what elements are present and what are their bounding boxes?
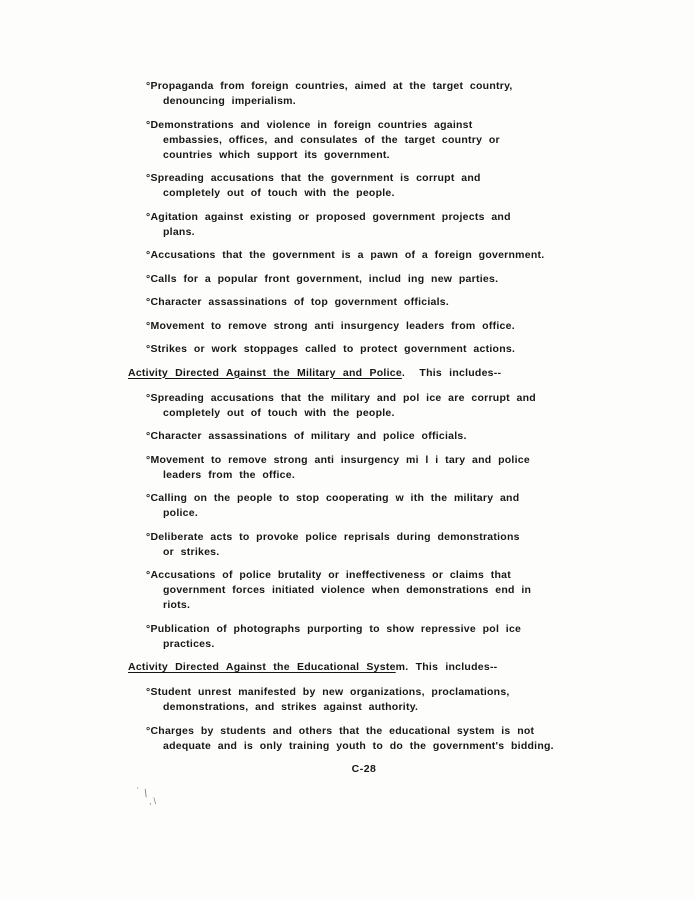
bullet-item [146, 530, 582, 560]
bullet-item [146, 79, 582, 109]
bullet-line: °Charges by students and others that the educational system is not [146, 724, 535, 737]
bullet-line: or strikes. [163, 545, 220, 558]
bullet-line: °Strikes or work stoppages called to protect government actions. [146, 343, 516, 355]
bullet-line: °Spreading accusations that the government is corrupt and [146, 172, 481, 184]
bullet-item [146, 118, 582, 163]
bullet-line: practices. [163, 637, 215, 650]
bullet-item [146, 568, 582, 613]
bullet-item [146, 319, 582, 334]
heading-underlined-text: Activity Directed Against the Educational Syste [128, 661, 396, 673]
bullet-line: °Deliberate acts to provoke police reprisals during demonstrations [146, 530, 520, 543]
bullet-line: leaders from the office. [163, 468, 296, 481]
heading-underlined-text: Activity Directed Against the Military and Police [128, 366, 402, 379]
bullet-item [146, 491, 582, 521]
heading-trailing-text: m. This includes-- [395, 661, 498, 673]
bullet-line: demonstrations, and strikes against authority. [163, 701, 419, 713]
bullet-item [146, 453, 582, 483]
handwritten-mark [134, 784, 174, 812]
bullet-line: °Publication of photographs purporting to show repressive pol ice [146, 622, 522, 635]
bullet-item [146, 685, 582, 715]
bullet-line: adequate and is only training youth to do the government's bidding. [163, 739, 554, 752]
bullet-line: plans. [163, 225, 195, 238]
bullet-line: completely out of touch with the people. [163, 406, 395, 419]
bullet-item [146, 429, 582, 444]
bullet-line: °Demonstrations and violence in foreign countries against [146, 118, 473, 131]
page-number: C-28 [351, 763, 377, 775]
bullet-item [146, 295, 582, 310]
bullet-item [146, 724, 582, 754]
bullet-line: °Agitation against existing or proposed government projects and [146, 210, 511, 223]
bullet-line: °Character assassinations of top government officials. [146, 296, 450, 308]
bullet-line: embassies, offices, and consulates of the target country or [163, 133, 500, 146]
bullet-line: °Student unrest manifested by new organizations, proclamations, [146, 686, 510, 698]
section-heading-educational-system [128, 660, 582, 675]
handwritten-mark-stroke: \ [143, 787, 148, 801]
bullet-line: °Character assassinations of military and police officials. [146, 430, 467, 442]
bullet-line: °Calling on the people to stop cooperating w ith the military and [146, 492, 520, 504]
bullet-line: countries which support its government. [163, 148, 390, 161]
section-heading-military-police [128, 366, 582, 381]
bullet-line: °Accusations that the government is a pawn of a foreign government. [146, 249, 545, 261]
bullet-line: government forces initiated violence when demonstrations end in [163, 584, 532, 596]
bullet-line: completely out of touch with the people. [163, 187, 395, 199]
bullet-line: °Movement to remove strong anti insurgency leaders from office. [146, 319, 515, 332]
heading-trailing-text: . This includes-- [401, 366, 502, 379]
bullet-line: °Propaganda from foreign countries, aimed at the target country, [146, 80, 513, 92]
bullet-item [146, 272, 582, 287]
bullet-line: riots. [163, 599, 191, 611]
bullet-item [146, 210, 582, 240]
bullet-item [146, 622, 582, 652]
bullet-item [146, 248, 582, 263]
document-body [128, 79, 582, 777]
bullet-item [146, 342, 582, 357]
bullet-line: °Calls for a popular front government, includ ing new parties. [146, 272, 499, 285]
bullet-line: denouncing imperialism. [163, 95, 296, 107]
bullet-line: police. [163, 507, 199, 519]
handwritten-mark-stroke: ' [137, 786, 139, 795]
bullet-line: °Accusations of police brutality or ineffectiveness or claims that [146, 569, 511, 581]
bullet-item [146, 391, 582, 421]
handwritten-mark-stroke: ,\ [149, 796, 159, 806]
bullet-item [146, 171, 582, 201]
bullet-line: °Movement to remove strong anti insurgency mi l i tary and police [146, 453, 530, 466]
bullet-line: °Spreading accusations that the military and pol ice are corrupt and [146, 391, 536, 404]
